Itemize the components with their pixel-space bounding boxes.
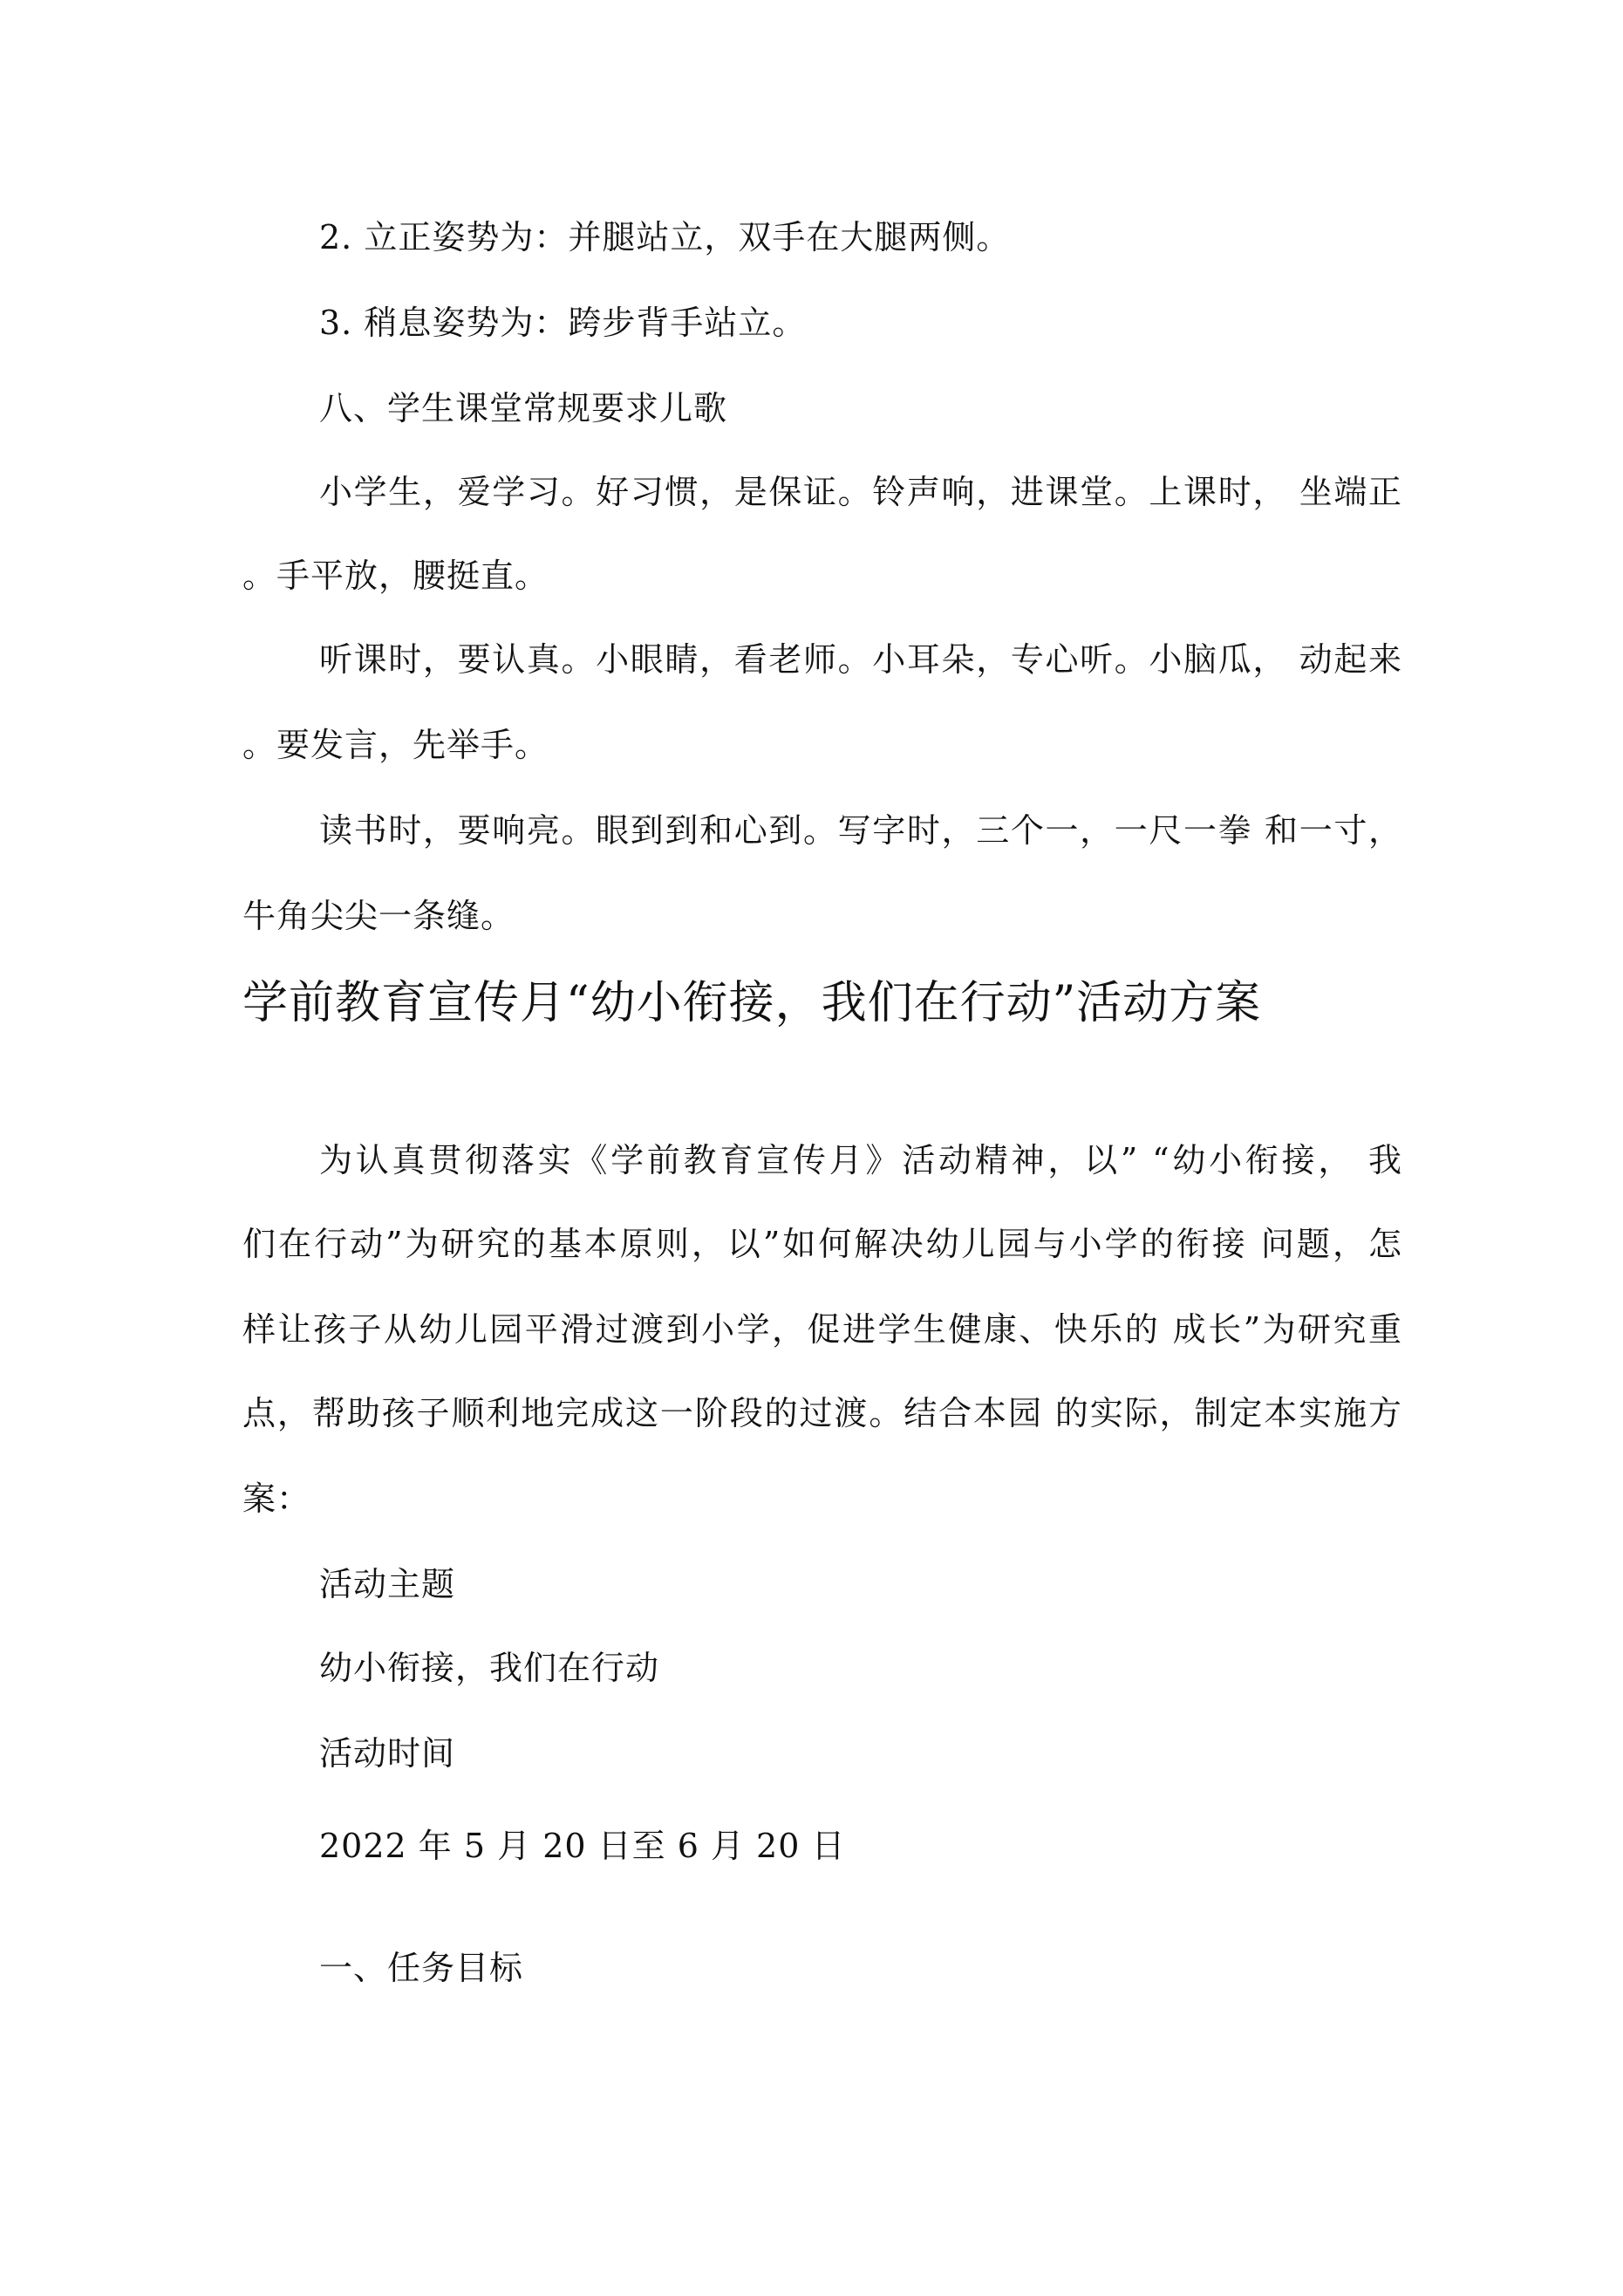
intro-line-3: 样让孩子从幼儿园平滑过渡到小学，促进学生健康、快乐的 成长”为研究重: [242, 1310, 1402, 1349]
time-value: 2022 年 5 月 20 日至 6 月 20 日: [319, 1827, 846, 1865]
intro-line-1: 为认真贯彻落实《学前教育宣传月》活动精神，以” “幼小衔接， 我: [319, 1141, 1402, 1179]
theme-value: 幼小衔接，我们在行动: [319, 1649, 660, 1687]
theme-heading: 活动主题: [319, 1565, 456, 1603]
intro-line-5: 案：: [242, 1479, 311, 1518]
posture-line-at-ease: 3. 稍息姿势为：跨步背手站立。: [319, 304, 807, 342]
rhyme-line-3a: 读书时，要响亮。眼到到和心到。写字时，三个一，一尺一拳 和一寸，: [319, 811, 1402, 850]
rhyme-line-2b: 。要发言，先举手。: [242, 726, 549, 764]
posture-line-attention: 2. 立正姿势为：并腿站立，双手在大腿两侧。: [319, 218, 1011, 256]
rhyme-line-1b: 。手平放，腰挺直。: [242, 557, 549, 595]
intro-line-2: 们在行动”为研究的基本原则，以”如何解决幼儿园与小学的衔接 问题，怎: [242, 1225, 1402, 1263]
section-heading-eight: 八、学生课堂常规要求儿歌: [319, 389, 728, 427]
time-heading: 活动时间: [319, 1734, 456, 1773]
section-heading-one: 一、任务目标: [319, 1949, 524, 1987]
intro-line-4: 点，帮助孩子顺利地完成这一阶段的过渡。结合本园 的实际，制定本实施方: [242, 1394, 1402, 1432]
rhyme-line-3b: 牛角尖尖一条缝。: [242, 897, 515, 935]
document-title: 学前教育宣传月“幼小衔接，我们在行动”活动方案: [242, 977, 1262, 1029]
rhyme-line-1a: 小学生，爱学习。好习惯，是保证。铃声响，进课堂。上课时， 坐端正: [319, 473, 1402, 511]
rhyme-line-2a: 听课时，要认真。小眼睛，看老师。小耳朵，专心听。小脑瓜， 动起来: [319, 640, 1402, 679]
